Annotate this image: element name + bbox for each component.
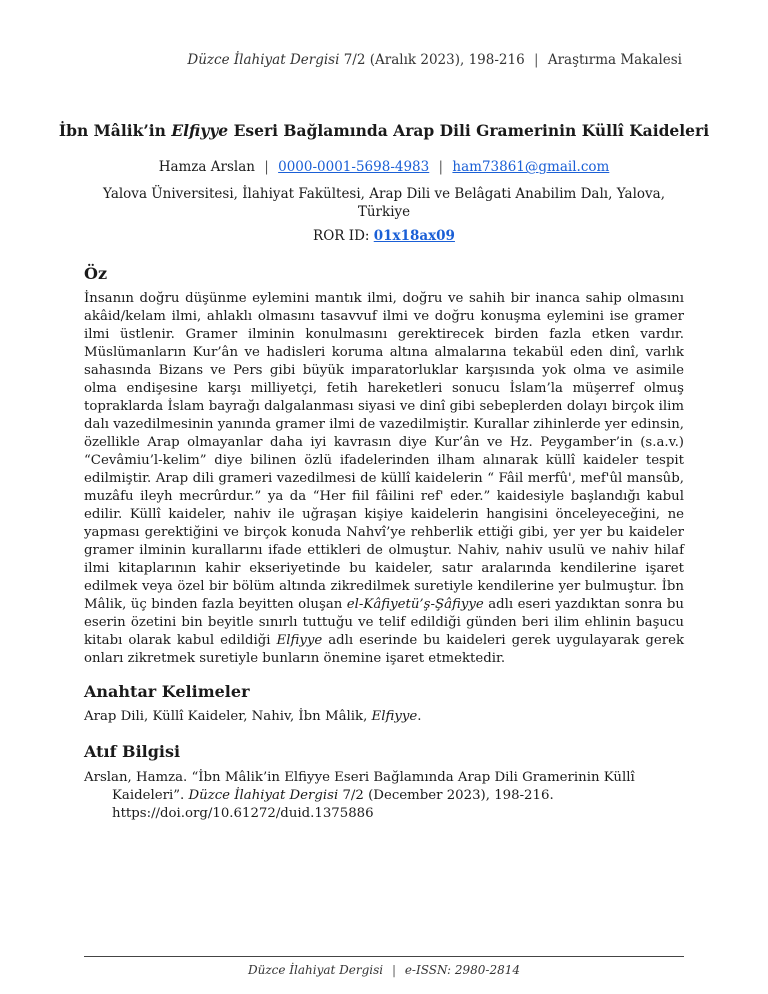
citation-text <box>84 769 684 823</box>
orcid-link[interactable]: 0000-0001-5698-4983 <box>278 159 430 175</box>
keywords-end: . <box>417 709 422 724</box>
author-separator: | <box>264 159 269 175</box>
header-separator: | <box>533 52 539 68</box>
abstract-part1: İnsanın doğru düşünme eylemini mantık ilmi, doğru ve sahih bir inanca sahip olmasını akâid/kelam ilmi, ahlaklı olmasını tasavvuf ilmi ve doğru konuşma eylemini ise gramer ilmi üstlenir. Gramer ilminin konulmasını gerektirecek birden fazla etken vardır. Müslümanların Kur’ân ve hadisleri koruma altına almalarına tekabül eden dinî, varlık sahasında Bizans ve Pers gibi büyük imparatorluklar karşısında yok olma ve asimile olma endişesine karşı milliyetçi, fetih hareketleri sonucu İslam’la müşerref olmuş topraklarda İslam bayrağı dalgalanması siyasi ve dinî gibi sebeplerden dolayı birçok ilim dalı vazedilmesinin yanında gramer ilmi de vazedilmiştir. Kurallar zihinlerde yer edinsin, özellikle Arap olmayanlar daha iyi kavrasın diye Kur’ân ve Hz. Peygamber’in (s.a.v.) “Cevâmiu’l-kelim” diye bilinen özlü ifadelerinden ilham alınarak küllî kaideler tespit edilmiştir. Arap dili grameri vazedilmesi de küllî kaidelerin “ Fâil merfû', mef'ûl mansûb, muzâfu ileyh mecrûrdur.” ya da “Her fiil fâilini ref' eder.” kaidesiyle başlandığı kabul edilir. Küllî kaideler, nahiv ile uğraşan kişiye kaidelerin hangisini önceleyeceğini, ne yapması gerektiğini ve birçok konuda Nahvî’ye rehberlik ettiği gibi, yer yer bu kaideler gramer ilminin kurallarını ifade ettikleri de olmuştur. Nahiv, nahiv usulü ve nahiv hilaf ilmi kitaplarının kahir ekseriyetinde bu kaideler, satır aralarında kendilerine işaret edilmek veya özel bir bölüm altında zikredilmek suretiyle kendilerine yer bulmuştur. İbn Mâlik, üç binden fazla beyitten oluşan <box>84 291 684 612</box>
article-type: Araştırma Makalesi <box>547 52 682 68</box>
ror-link[interactable]: 01x18ax09 <box>373 228 455 244</box>
author-line <box>0 159 768 175</box>
article-title <box>0 121 768 140</box>
journal-name: Düzce İlahiyat Dergisi <box>187 52 340 68</box>
abstract-part3: adlı eserinde bu kaideleri gerek uygulayarak gerek onları zikretmek suretiyle bunların önemine işaret etmektedir. <box>84 633 685 666</box>
author-separator-2: | <box>438 159 444 175</box>
running-footer <box>0 963 768 977</box>
citation-line1: Arslan, Hamza. “İbn Mâlik’in Elfiyye Eseri Bağlamında Arap Dili Gramerinin Küllî <box>84 770 635 785</box>
title-part1: İbn Mâlik’in <box>58 121 172 140</box>
title-italic: Elfiyye <box>171 121 229 140</box>
abstract-text <box>84 290 684 668</box>
citation-doi[interactable]: https://doi.org/10.61272/duid.1375886 <box>112 806 374 821</box>
footer-issn: e-ISSN: 2980-2814 <box>404 963 521 977</box>
journal-issue: 7/2 (Aralık 2023), 198-216 <box>343 52 525 68</box>
citation-line2a: Kaideleri”. <box>112 788 189 803</box>
keywords-text <box>84 709 422 724</box>
footer-separator: | <box>391 963 396 977</box>
email-link[interactable]: ham73861@gmail.com <box>452 159 610 175</box>
footer-journal: Düzce İlahiyat Dergisi <box>247 963 384 977</box>
affiliation: Yalova Üniversitesi, İlahiyat Fakültesi, Arap Dili ve Belâgati Anabilim Dalı, Yalova, Türkiye <box>102 186 666 220</box>
citation-heading: Atıf Bilgisi <box>84 742 181 761</box>
keywords-list: Arap Dili, Küllî Kaideler, Nahiv, İbn Mâlik, <box>84 709 372 724</box>
keywords-heading: Anahtar Kelimeler <box>84 682 250 701</box>
citation-line2b: 7/2 (December 2023), 198-216. <box>338 788 554 803</box>
footer-rule <box>84 956 684 957</box>
ror-label: ROR ID: <box>313 228 374 244</box>
abstract-italic1: el-Kâfiyetü’ş-Şâfiyye <box>346 597 484 612</box>
abstract-part2: adlı eseri yazdıktan sonra bu eserin özetini bin beyitle sınırlı tuttuğu ve telif edildiği günden beri ilim ehlinin başucu kitabı olarak kabul edildiği <box>84 597 684 648</box>
title-part2: Eseri Bağlamında Arap Dili Gramerinin Küllî Kaideleri <box>228 121 710 140</box>
keywords-italic: Elfiyye <box>371 709 418 724</box>
running-header <box>187 52 682 68</box>
ror-line <box>0 228 768 244</box>
author-name: Hamza Arslan <box>158 159 255 175</box>
citation-line2 <box>84 787 684 805</box>
abstract-heading: Öz <box>84 264 108 283</box>
citation-journal: Düzce İlahiyat Dergisi <box>188 788 339 803</box>
abstract-italic2: Elfiyye <box>276 633 323 648</box>
